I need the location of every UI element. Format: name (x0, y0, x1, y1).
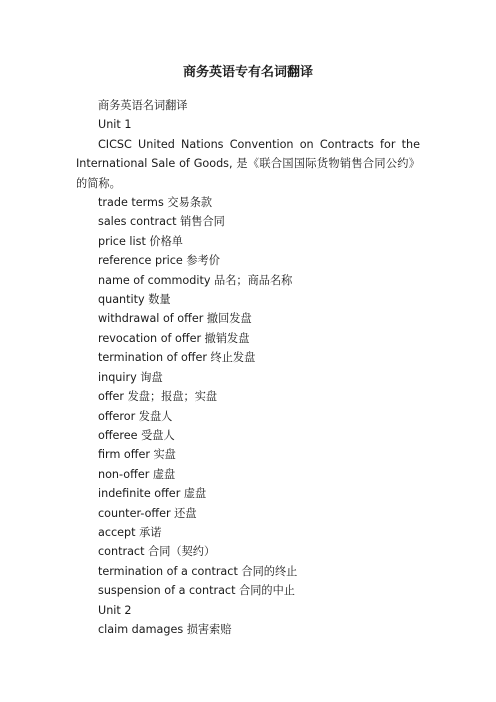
term-line: withdrawal of offer 撤回发盘 (98, 312, 252, 326)
term-line: quantity 数量 (98, 293, 171, 307)
document-title: 商务英语专有名词翻译 (182, 65, 313, 80)
term-line: price list 价格单 (98, 234, 183, 248)
section-subtitle: 商务英语名词翻译 (98, 99, 188, 112)
term-line: firm offer 实盘 (98, 448, 176, 462)
term-line: non-offer 虚盘 (98, 467, 176, 481)
term-line: inquiry 询盘 (98, 370, 163, 384)
term-line: accept 承诺 (98, 525, 162, 539)
term-line: contract 合同（契约） (98, 545, 216, 559)
term-line: name of commodity 品名；商品名称 (98, 273, 293, 287)
term-line: offeror 发盘人 (98, 409, 173, 423)
term-line: claim damages 损害索赔 (98, 622, 232, 636)
unit-heading: Unit 1 (98, 118, 132, 132)
intro-paragraph: CICSC United Nations Convention on Contracts for the International Sale of Goods, 是《联合国国际货物销售合同公约》的简称。 (76, 137, 420, 190)
term-line: counter-offer 还盘 (98, 506, 197, 520)
term-line: offeree 受盘人 (98, 428, 175, 442)
term-line: suspension of a contract 合同的中止 (98, 584, 295, 598)
term-line: revocation of offer 撤销发盘 (98, 331, 250, 345)
term-line: indefinite offer 虚盘 (98, 487, 207, 501)
document-body (76, 96, 420, 639)
term-line: trade terms 交易条款 (98, 196, 213, 210)
term-line: reference price 参考价 (98, 254, 220, 268)
term-line: offer 发盘；报盘；实盘 (98, 390, 218, 404)
term-line: termination of a contract 合同的终止 (98, 564, 298, 578)
unit-heading: Unit 2 (98, 603, 132, 617)
term-line: sales contract 销售合同 (98, 215, 225, 229)
term-line: termination of offer 终止发盘 (98, 351, 256, 365)
